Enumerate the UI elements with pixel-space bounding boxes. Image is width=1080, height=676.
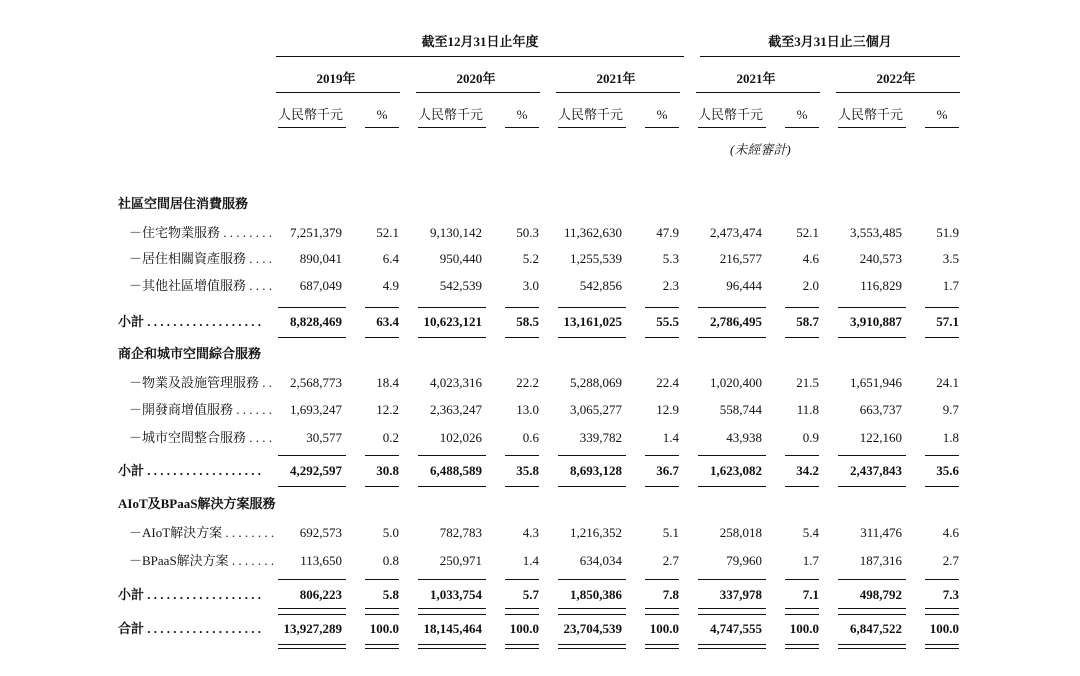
pct-unit-underline [925, 127, 959, 128]
line-item-pct: 12.9 [656, 402, 679, 417]
year-header: 2019年 [316, 71, 356, 86]
subtotal-rule [925, 337, 959, 338]
subtotal-rule [838, 486, 906, 487]
line-item-amount: 1,020,400 [710, 375, 762, 390]
subtotal-rule [505, 486, 539, 487]
subtotal-rule [558, 337, 626, 338]
amount-unit-header: 人民幣千元 [698, 107, 764, 122]
line-item-label: －開發商增值服務 . . . . . . [129, 402, 273, 417]
line-item-amount: 1,216,352 [570, 525, 622, 540]
subtotal-rule [785, 614, 819, 615]
subtotal-label: 小計 . . . . . . . . . . . . . . . . . . [118, 587, 262, 602]
subtotal-rule [838, 307, 906, 308]
subtotal-rule [838, 337, 906, 338]
subtotal-label: 小計 . . . . . . . . . . . . . . . . . . [118, 314, 262, 329]
header-rule-annual [276, 56, 684, 57]
pct-unit-underline [645, 127, 679, 128]
subtotal-rule [645, 608, 679, 609]
year-header: 2021年 [736, 71, 776, 86]
subtotal-amount: 806,223 [299, 587, 342, 602]
subtotal-pct: 7.3 [942, 587, 959, 602]
subtotal-pct: 5.7 [522, 587, 539, 602]
total-pct: 100.0 [789, 621, 819, 636]
line-item-amount: 4,023,316 [430, 375, 482, 390]
line-item-amount: 258,018 [719, 525, 762, 540]
line-item-label: －物業及設施管理服務 . . [129, 375, 273, 390]
subtotal-rule [925, 614, 959, 615]
subtotal-rule [925, 486, 959, 487]
subtotal-rule [925, 579, 959, 580]
line-item-amount: 102,026 [439, 430, 482, 445]
subtotal-rule [278, 608, 346, 609]
subtotal-rule [838, 608, 906, 609]
line-item-amount: 113,650 [300, 553, 342, 568]
total-amount: 4,747,555 [710, 621, 762, 636]
line-item-pct: 3.5 [942, 251, 959, 266]
section-title: 商企和城市空間綜合服務 [118, 346, 262, 361]
line-item-pct: 4.6 [942, 525, 959, 540]
amount-unit-header: 人民幣千元 [418, 107, 484, 122]
line-item-pct: 11.8 [796, 402, 819, 417]
line-item-amount: 240,573 [859, 251, 902, 266]
subtotal-rule [505, 307, 539, 308]
subtotal-amount: 337,978 [719, 587, 762, 602]
subtotal-pct: 58.5 [516, 314, 539, 329]
line-item-amount: 1,255,539 [570, 251, 622, 266]
subtotal-pct: 63.4 [376, 314, 399, 329]
subtotal-amount: 1,623,082 [710, 463, 762, 478]
subtotal-pct: 35.6 [936, 463, 959, 478]
unaudited-note: (未經審計) [730, 142, 791, 157]
year-rule [276, 92, 400, 93]
line-item-amount: 558,744 [719, 402, 762, 417]
subtotal-pct: 35.8 [516, 463, 539, 478]
line-item-pct: 3.0 [522, 278, 539, 293]
subtotal-rule [698, 455, 766, 456]
subtotal-rule [698, 579, 766, 580]
subtotal-rule [418, 579, 486, 580]
year-rule [556, 92, 680, 93]
total-amount: 6,847,522 [850, 621, 902, 636]
subtotal-rule [785, 455, 819, 456]
pct-unit-underline [365, 127, 399, 128]
line-item-amount: 3,553,485 [850, 225, 902, 240]
subtotal-rule [698, 608, 766, 609]
line-item-amount: 7,251,379 [290, 225, 342, 240]
line-item-amount: 782,783 [439, 525, 482, 540]
total-double-rule [645, 644, 679, 649]
line-item-amount: 30,577 [306, 430, 342, 445]
subtotal-rule [645, 486, 679, 487]
subtotal-rule [925, 307, 959, 308]
line-item-amount: 2,363,247 [430, 402, 482, 417]
subtotal-amount: 2,786,495 [710, 314, 762, 329]
total-double-rule [925, 644, 959, 649]
subtotal-pct: 5.8 [382, 587, 399, 602]
subtotal-rule [365, 486, 399, 487]
amount-unit-header: 人民幣千元 [558, 107, 624, 122]
line-item-pct: 5.1 [662, 525, 679, 540]
line-item-amount: 79,960 [726, 553, 762, 568]
amount-unit-underline [838, 127, 906, 128]
subtotal-amount: 2,437,843 [850, 463, 902, 478]
subtotal-rule [278, 614, 346, 615]
total-amount: 18,145,464 [423, 621, 482, 636]
line-item-amount: 634,034 [579, 553, 622, 568]
subtotal-rule [418, 455, 486, 456]
year-header: 2022年 [876, 71, 916, 86]
year-rule [416, 92, 540, 93]
amount-unit-underline [278, 127, 346, 128]
subtotal-rule [925, 608, 959, 609]
subtotal-rule [278, 337, 346, 338]
line-item-pct: 4.9 [382, 278, 399, 293]
subtotal-rule [558, 307, 626, 308]
subtotal-rule [698, 337, 766, 338]
subtotal-pct: 7.1 [802, 587, 819, 602]
line-item-amount: 1,693,247 [290, 402, 342, 417]
subtotal-rule [698, 486, 766, 487]
subtotal-rule [365, 337, 399, 338]
subtotal-amount: 8,693,128 [570, 463, 622, 478]
line-item-amount: 116,829 [860, 278, 902, 293]
amount-unit-header: 人民幣千元 [278, 107, 344, 122]
total-double-rule [838, 644, 906, 649]
subtotal-rule [838, 455, 906, 456]
subtotal-amount: 6,488,589 [430, 463, 482, 478]
line-item-amount: 692,573 [299, 525, 342, 540]
subtotal-rule [418, 614, 486, 615]
subtotal-rule [278, 455, 346, 456]
subtotal-rule [925, 455, 959, 456]
subtotal-rule [645, 614, 679, 615]
line-item-pct: 52.1 [796, 225, 819, 240]
line-item-label: －BPaaS解決方案 . . . . . . . [129, 553, 275, 568]
subtotal-rule [505, 579, 539, 580]
line-item-amount: 96,444 [726, 278, 762, 293]
subtotal-amount: 10,623,121 [423, 314, 482, 329]
subtotal-pct: 55.5 [656, 314, 679, 329]
line-item-amount: 9,130,142 [430, 225, 482, 240]
subtotal-amount: 498,792 [859, 587, 902, 602]
line-item-pct: 0.8 [382, 553, 399, 568]
pct-unit-header: % [796, 107, 808, 122]
subtotal-rule [785, 337, 819, 338]
line-item-pct: 0.9 [802, 430, 819, 445]
line-item-pct: 50.3 [516, 225, 539, 240]
subtotal-pct: 36.7 [656, 463, 679, 478]
line-item-pct: 1.4 [662, 430, 679, 445]
line-item-amount: 542,856 [579, 278, 622, 293]
subtotal-rule [278, 579, 346, 580]
subtotal-rule [418, 608, 486, 609]
line-item-pct: 13.0 [516, 402, 539, 417]
subtotal-rule [785, 486, 819, 487]
line-item-pct: 1.8 [942, 430, 959, 445]
line-item-pct: 22.4 [656, 375, 679, 390]
line-item-amount: 2,568,773 [290, 375, 342, 390]
year-rule [696, 92, 820, 93]
subtotal-rule [505, 608, 539, 609]
header-group-quarterly: 截至3月31日止三個月 [768, 34, 892, 49]
line-item-amount: 311,476 [860, 525, 902, 540]
line-item-pct: 2.7 [942, 553, 959, 568]
subtotal-rule [365, 307, 399, 308]
line-item-pct: 12.2 [376, 402, 399, 417]
subtotal-rule [418, 337, 486, 338]
pct-unit-header: % [656, 107, 668, 122]
line-item-amount: 890,041 [299, 251, 342, 266]
line-item-label: －其他社區增值服務 . . . . [129, 278, 273, 293]
subtotal-rule [785, 579, 819, 580]
line-item-label: －住宅物業服務 . . . . . . . . [129, 225, 273, 240]
subtotal-rule [785, 608, 819, 609]
subtotal-rule [645, 337, 679, 338]
subtotal-amount: 3,910,887 [850, 314, 902, 329]
section-title: 社區空間居住消費服務 [118, 196, 249, 211]
subtotal-rule [505, 337, 539, 338]
line-item-amount: 187,316 [859, 553, 902, 568]
total-double-rule [558, 644, 626, 649]
line-item-pct: 0.2 [382, 430, 399, 445]
pct-unit-underline [785, 127, 819, 128]
subtotal-rule [785, 307, 819, 308]
subtotal-rule [365, 455, 399, 456]
line-item-pct: 0.6 [522, 430, 539, 445]
line-item-amount: 687,049 [299, 278, 342, 293]
line-item-pct: 5.3 [662, 251, 679, 266]
line-item-label: －AIoT解決方案 . . . . . . . . [129, 525, 275, 540]
amount-unit-underline [418, 127, 486, 128]
subtotal-pct: 58.7 [796, 314, 819, 329]
year-header: 2021年 [596, 71, 636, 86]
amount-unit-underline [698, 127, 766, 128]
section-title: AIoT及BPaaS解決方案服務 [118, 496, 276, 511]
line-item-pct: 4.3 [522, 525, 539, 540]
pct-unit-header: % [516, 107, 528, 122]
subtotal-label: 小計 . . . . . . . . . . . . . . . . . . [118, 463, 262, 478]
total-double-rule [365, 644, 399, 649]
pct-unit-header: % [936, 107, 948, 122]
line-item-amount: 216,577 [719, 251, 762, 266]
total-pct: 100.0 [929, 621, 959, 636]
line-item-amount: 1,651,946 [850, 375, 902, 390]
subtotal-rule [558, 455, 626, 456]
line-item-pct: 18.4 [376, 375, 399, 390]
total-double-rule [505, 644, 539, 649]
total-double-rule [278, 644, 346, 649]
line-item-label: －居住相關資產服務 . . . . [129, 251, 273, 266]
subtotal-rule [418, 307, 486, 308]
subtotal-pct: 7.8 [662, 587, 679, 602]
year-rule [836, 92, 960, 93]
total-label: 合計 . . . . . . . . . . . . . . . . . . [118, 621, 262, 636]
amount-unit-underline [558, 127, 626, 128]
total-double-rule [698, 644, 766, 649]
subtotal-rule [558, 608, 626, 609]
total-double-rule [418, 644, 486, 649]
subtotal-pct: 57.1 [936, 314, 959, 329]
line-item-amount: 122,160 [859, 430, 902, 445]
subtotal-amount: 13,161,025 [563, 314, 622, 329]
header-rule-quarterly [700, 56, 960, 57]
line-item-amount: 43,938 [726, 430, 762, 445]
subtotal-rule [505, 455, 539, 456]
line-item-pct: 1.4 [522, 553, 539, 568]
subtotal-rule [558, 486, 626, 487]
subtotal-amount: 4,292,597 [290, 463, 342, 478]
line-item-pct: 4.6 [802, 251, 819, 266]
subtotal-rule [558, 579, 626, 580]
line-item-pct: 5.0 [382, 525, 399, 540]
line-item-pct: 24.1 [936, 375, 959, 390]
subtotal-rule [365, 608, 399, 609]
total-amount: 13,927,289 [283, 621, 342, 636]
line-item-amount: 663,737 [859, 402, 902, 417]
line-item-pct: 2.7 [662, 553, 679, 568]
total-double-rule [785, 644, 819, 649]
total-pct: 100.0 [369, 621, 399, 636]
subtotal-pct: 34.2 [796, 463, 819, 478]
pct-unit-header: % [376, 107, 388, 122]
line-item-pct: 52.1 [376, 225, 399, 240]
subtotal-pct: 30.8 [376, 463, 399, 478]
subtotal-rule [698, 614, 766, 615]
line-item-amount: 950,440 [439, 251, 482, 266]
subtotal-rule [278, 486, 346, 487]
total-pct: 100.0 [509, 621, 539, 636]
line-item-pct: 2.0 [802, 278, 819, 293]
subtotal-rule [645, 579, 679, 580]
subtotal-amount: 1,850,386 [570, 587, 622, 602]
subtotal-rule [645, 307, 679, 308]
line-item-pct: 21.5 [796, 375, 819, 390]
amount-unit-header: 人民幣千元 [838, 107, 904, 122]
line-item-amount: 3,065,277 [570, 402, 622, 417]
line-item-pct: 1.7 [942, 278, 959, 293]
line-item-pct: 47.9 [656, 225, 679, 240]
line-item-amount: 2,473,474 [710, 225, 762, 240]
line-item-amount: 250,971 [439, 553, 482, 568]
year-header: 2020年 [456, 71, 496, 86]
line-item-pct: 5.2 [522, 251, 539, 266]
line-item-amount: 11,362,630 [563, 225, 622, 240]
header-group-annual: 截至12月31日止年度 [421, 34, 539, 49]
line-item-pct: 9.7 [942, 402, 959, 417]
line-item-label: －城市空間整合服務 . . . . [129, 430, 273, 445]
line-item-amount: 339,782 [579, 430, 622, 445]
subtotal-rule [645, 455, 679, 456]
line-item-pct: 5.4 [802, 525, 819, 540]
line-item-pct: 6.4 [382, 251, 399, 266]
subtotal-rule [365, 614, 399, 615]
line-item-pct: 51.9 [936, 225, 959, 240]
line-item-amount: 542,539 [439, 278, 482, 293]
line-item-pct: 1.7 [802, 553, 819, 568]
subtotal-rule [698, 307, 766, 308]
line-item-pct: 2.3 [662, 278, 679, 293]
subtotal-rule [838, 579, 906, 580]
subtotal-rule [365, 579, 399, 580]
pct-unit-underline [505, 127, 539, 128]
subtotal-rule [558, 614, 626, 615]
line-item-pct: 22.2 [516, 375, 539, 390]
subtotal-rule [838, 614, 906, 615]
subtotal-rule [418, 486, 486, 487]
subtotal-rule [278, 307, 346, 308]
line-item-amount: 5,288,069 [570, 375, 622, 390]
subtotal-amount: 1,033,754 [430, 587, 482, 602]
subtotal-rule [505, 614, 539, 615]
subtotal-amount: 8,828,469 [290, 314, 342, 329]
total-amount: 23,704,539 [563, 621, 622, 636]
total-pct: 100.0 [649, 621, 679, 636]
